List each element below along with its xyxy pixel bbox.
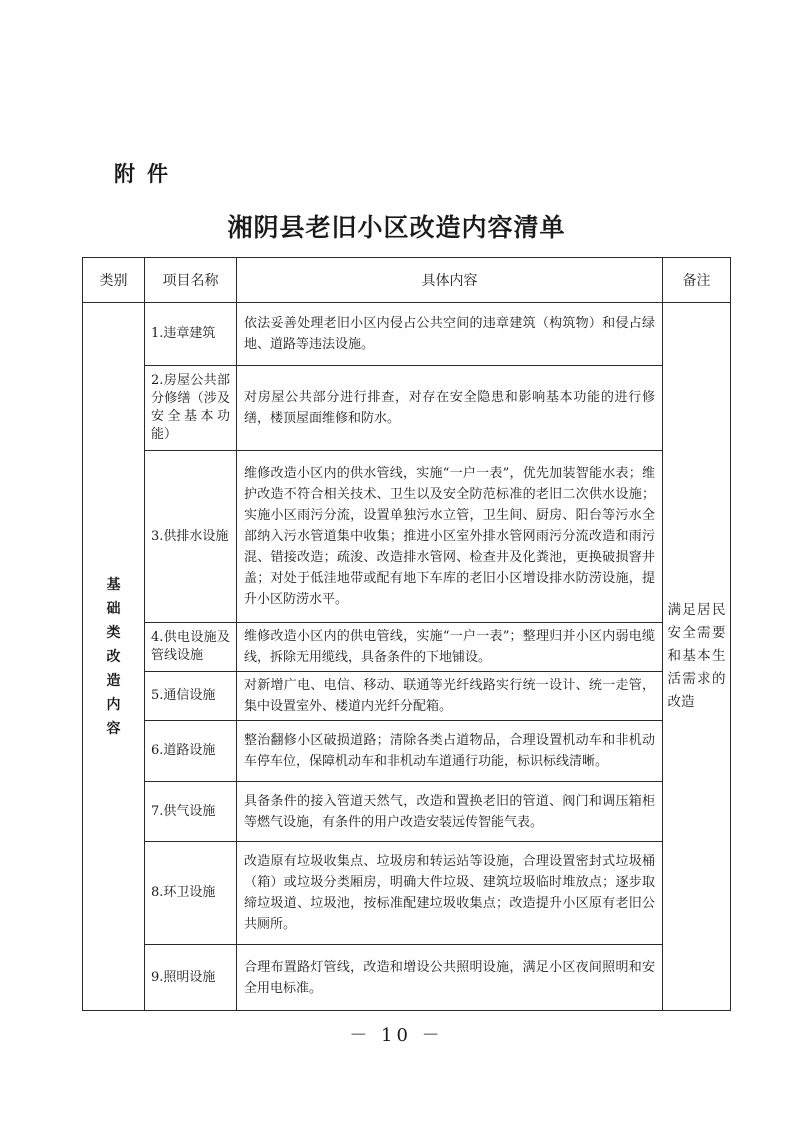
project-name-cell: 2.房屋公共部分修缮（涉及安全基本功能） xyxy=(145,366,237,451)
project-content-cell: 对新增广电、电信、移动、联通等光纤线路实行统一设计、统一走管，集中设置室外、楼道内光纤分配箱。 xyxy=(237,672,663,721)
table-row xyxy=(83,672,731,721)
category-label: 基础类改造内容 xyxy=(106,576,121,737)
category-cell xyxy=(83,303,145,1011)
column-header-note: 备注 xyxy=(663,258,731,303)
project-name-cell: 4.供电设施及管线设施 xyxy=(145,623,237,672)
note-label: 满足居民安全需要和基本生活需求的改造 xyxy=(667,602,726,710)
project-content-cell: 整治翻修小区破损道路；清除各类占道物品，合理设置机动车和非机动车停车位，保障机动车和非机动车道通行功能，标识标线清晰。 xyxy=(237,721,663,782)
page-number: － 10 － xyxy=(349,1025,444,1046)
project-content-cell: 合理布置路灯管线，改造和增设公共照明设施，满足小区夜间照明和安全用电标准。 xyxy=(237,945,663,1011)
project-content-cell: 维修改造小区内的供水管线，实施“一户一表”，优先加装智能水表；维护改造不符合相关技术、卫生以及安全防范标准的老旧二次供水设施；实施小区雨污分流，设置单独污水立管，卫生间、厨房、阳台等污水全部纳入污水管道集中收集；推进小区室外排水管网雨污分流改造和雨污混、错接改造；疏浚、改造排水管网、检查井及化粪池，更换破损窨井盖；对处于低洼地带或配有地下车库的老旧小区增设排水防涝设施，提升小区防涝水平。 xyxy=(237,451,663,623)
project-name-cell: 5.通信设施 xyxy=(145,672,237,721)
project-name-cell: 3.供排水设施 xyxy=(145,451,237,623)
table-row xyxy=(83,303,731,366)
table-row xyxy=(83,623,731,672)
project-name-cell: 8.环卫设施 xyxy=(145,842,237,945)
renovation-content-table xyxy=(82,257,731,1011)
project-name-cell: 9.照明设施 xyxy=(145,945,237,1011)
page-title: 湘阴县老旧小区改造内容清单 xyxy=(227,213,566,242)
table-row xyxy=(83,842,731,945)
table-row xyxy=(83,451,731,623)
project-content-cell: 依法妥善处理老旧小区内侵占公共空间的违章建筑（构筑物）和侵占绿地、道路等违法设施。 xyxy=(237,303,663,366)
project-content-cell: 改造原有垃圾收集点、垃圾房和转运站等设施，合理设置密封式垃圾桶（箱）或垃圾分类厢房，明确大件垃圾、建筑垃圾临时堆放点；逐步取缔垃圾道、垃圾池，按标准配建垃圾收集点；改造提升小区原有老旧公共厕所。 xyxy=(237,842,663,945)
project-content-cell: 对房屋公共部分进行排查，对存在安全隐患和影响基本功能的进行修缮，楼顶屋面维修和防水。 xyxy=(237,366,663,451)
column-header-category: 类别 xyxy=(83,258,145,303)
project-content-cell: 维修改造小区内的供电管线，实施“一户一表”；整理归并小区内弱电缆线，拆除无用缆线，具备条件的下地铺设。 xyxy=(237,623,663,672)
project-name-cell: 1.违章建筑 xyxy=(145,303,237,366)
table-row xyxy=(83,366,731,451)
table-row xyxy=(83,721,731,782)
column-header-project-name: 项目名称 xyxy=(145,258,237,303)
table-row xyxy=(83,945,731,1011)
project-name-cell: 7.供气设施 xyxy=(145,782,237,842)
project-content-cell: 具备条件的接入管道天然气，改造和置换老旧的管道、阀门和调压箱柜等燃气设施，有条件的用户改造安装远传智能气表。 xyxy=(237,782,663,842)
table-row xyxy=(83,782,731,842)
project-name-cell: 6.道路设施 xyxy=(145,721,237,782)
attachment-label: 附件 xyxy=(114,162,180,186)
note-cell xyxy=(663,303,731,1011)
table-header-row xyxy=(83,258,731,303)
column-header-content: 具体内容 xyxy=(237,258,663,303)
